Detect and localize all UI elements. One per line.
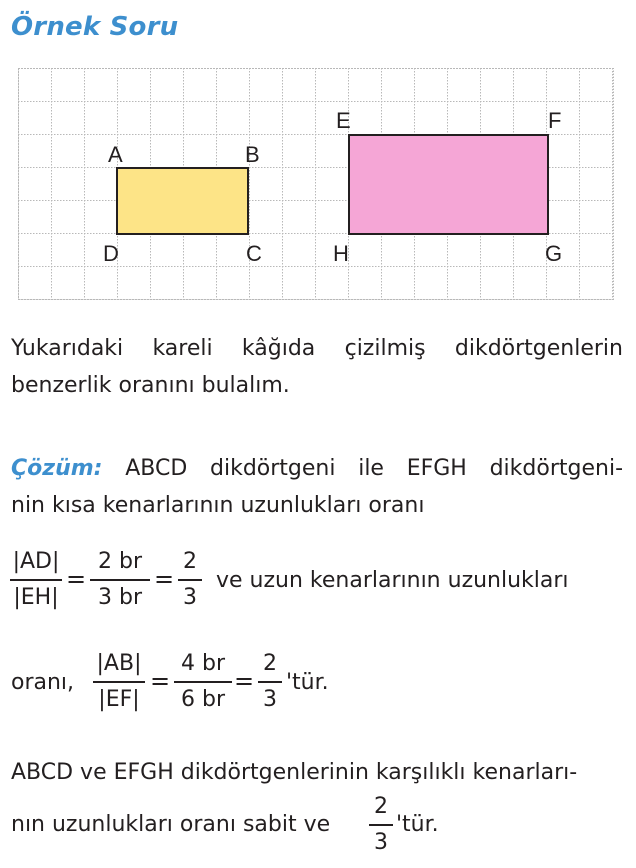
- fraction-ab-ef: [93, 650, 145, 714]
- ratio1-continuation: ve uzun kenarlarının uzunlukları: [216, 568, 569, 593]
- conclusion-line-2: nın uzunlukları oranı sabit ve: [11, 812, 331, 837]
- fraction-numerator: 2: [183, 549, 197, 574]
- rectangle-efgh: [349, 135, 548, 234]
- fraction-4br-6br: [174, 650, 232, 714]
- label-g: G: [545, 241, 563, 266]
- orani-label: oranı,: [11, 670, 75, 695]
- fraction-2br-3br: [90, 548, 150, 612]
- solution-label: Çözüm:: [11, 456, 103, 481]
- label-b: B: [245, 142, 260, 167]
- fraction-denominator: 3: [183, 585, 197, 610]
- fraction-numerator: |AD|: [12, 549, 60, 574]
- fraction-2-3: [178, 548, 202, 612]
- equals-sign: =: [154, 565, 175, 593]
- page-title: Örnek Soru: [11, 12, 179, 42]
- fraction-ad-eh: [10, 548, 62, 612]
- solution-line-1: [11, 450, 623, 487]
- conclusion-line-1: ABCD ve EFGH dikdörtgenlerinin karşılıklı kenarları-: [11, 760, 578, 785]
- fraction-denominator: |EH|: [13, 585, 59, 610]
- fraction-numerator: 4 br: [181, 651, 225, 676]
- fraction-denominator: 3: [263, 687, 277, 712]
- fraction-denominator: 3 br: [98, 585, 142, 610]
- solution-text: [11, 450, 623, 524]
- equals-sign: =: [150, 667, 171, 695]
- conclusion-fraction: [369, 793, 393, 857]
- fraction-numerator: |AB|: [96, 651, 142, 676]
- label-f: F: [548, 108, 562, 133]
- question-line-2: benzerlik oranını bulalım.: [11, 373, 290, 398]
- label-c: C: [246, 241, 262, 266]
- question-text: [11, 330, 623, 404]
- equals-sign: =: [234, 667, 255, 695]
- fraction-numerator: 2: [263, 651, 277, 676]
- fraction-2-3-second: [258, 650, 282, 714]
- solution-line-1-text: ABCD dikdörtgeni ile EFGH dikdörtgeni-: [125, 456, 624, 481]
- label-e: E: [336, 108, 351, 133]
- conclusion-suffix: 'tür.: [396, 812, 439, 837]
- label-d: D: [103, 241, 119, 266]
- ratio2-suffix: 'tür.: [286, 670, 329, 695]
- fraction-denominator: 3: [374, 830, 388, 855]
- grid-figure: [18, 68, 614, 300]
- solution-line-2: nin kısa kenarlarının uzunlukları oranı: [11, 493, 425, 518]
- label-h: H: [333, 241, 349, 266]
- fraction-numerator: 2: [374, 794, 388, 819]
- rectangle-abcd: [117, 168, 248, 234]
- fraction-denominator: 6 br: [181, 687, 225, 712]
- equals-sign: =: [66, 565, 87, 593]
- fraction-denominator: |EF|: [98, 687, 140, 712]
- fraction-numerator: 2 br: [98, 549, 142, 574]
- label-a: A: [108, 142, 123, 167]
- question-line-1: Yukarıdaki kareli kâğıda çizilmiş dikdörtgenlerin: [11, 336, 623, 361]
